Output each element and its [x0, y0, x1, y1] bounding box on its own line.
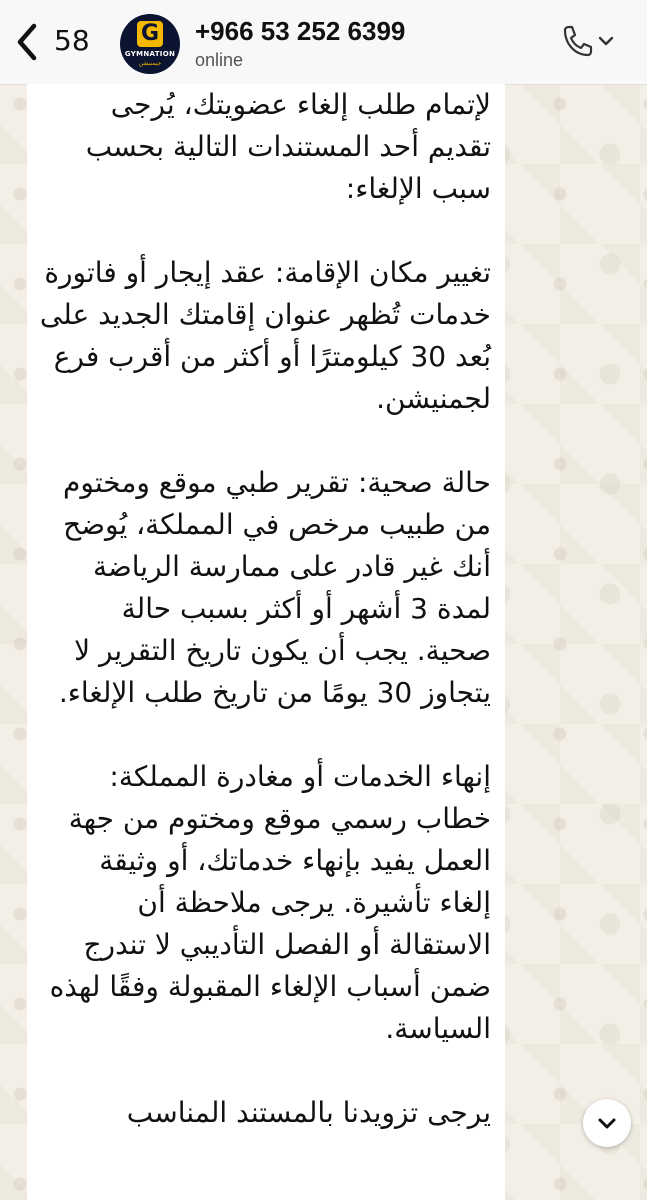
back-chevron-icon[interactable] — [10, 18, 42, 66]
unread-count[interactable]: 58 — [54, 24, 90, 57]
message-paragraph: حالة صحية: تقرير طبي موقع ومختوم من طبيب مرخص في المملكة، يُوضح أنك غير قادر على ممارسة الرياضة لمدة 3 أشهر أو أكثر بسبب حالة صحية. يجب أن يكون تاريخ التقرير لا يتجاوز 30 يومًا من تاريخ طلب الإلغاء. — [54, 466, 491, 709]
message-paragraph: إنهاء الخدمات أو مغادرة المملكة: خطاب رسمي موقع ومختوم من جهة العمل يفيد بإنهاء خدماتك، أو وثيقة إلغاء تأشيرة. يرجى ملاحظة أن الاستقالة أو الفصل التأديبي لا تندرج ضمن أسباب الإلغاء المقبولة وفقًا لهذه السياسة. — [40, 760, 491, 1045]
message-bubble[interactable] — [27, 84, 505, 1200]
avatar-logo-text: GYMNATION — [124, 50, 176, 58]
message-paragraph: تغيير مكان الإقامة: عقد إيجار أو فاتورة خدمات تُظهر عنوان إقامتك الجديد على بُعد 30 كيلومترًا أو أكثر من أقرب فرع لجمنيشن. — [30, 256, 491, 415]
message-text — [30, 84, 491, 1134]
logo-mark-icon: G — [137, 21, 163, 47]
chevron-down-icon — [595, 1111, 619, 1135]
message-paragraph: يرجى تزويدنا بالمستند المناسب — [126, 1096, 491, 1129]
chat-header — [0, 0, 647, 85]
contact-status: online — [195, 50, 244, 70]
avatar[interactable] — [120, 14, 180, 74]
avatar-logo-subtext: جيمنيشن — [138, 60, 162, 67]
scroll-to-bottom-button[interactable] — [583, 1099, 631, 1147]
message-paragraph: لإتمام طلب إلغاء عضويتك، يُرجى تقديم أحد المستندات التالية بحسب سبب الإلغاء: — [76, 88, 491, 205]
chevron-down-icon — [600, 38, 612, 44]
phone-icon[interactable] — [558, 24, 618, 60]
contact-name[interactable]: +966 53 252 6399 — [195, 16, 406, 46]
